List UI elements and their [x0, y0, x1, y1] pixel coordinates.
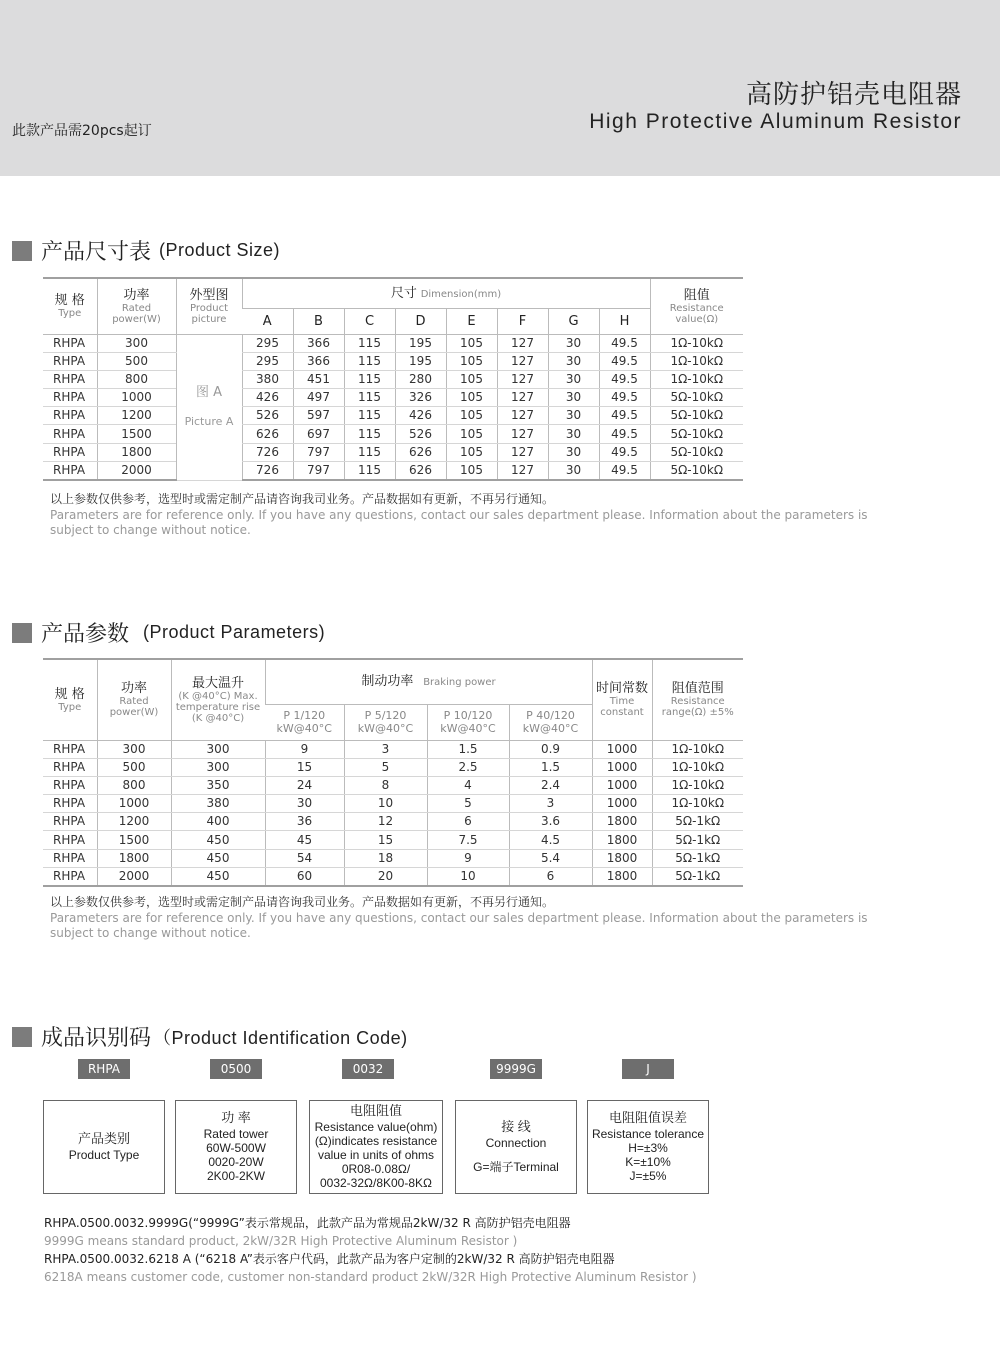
size-title-en: (Product Size) — [159, 240, 281, 260]
table-row — [43, 795, 743, 813]
dim-header: F — [497, 308, 548, 334]
code-tag: 0032 — [342, 1059, 394, 1079]
table-cell: 6 — [427, 813, 509, 831]
table-cell: 1200 — [97, 813, 171, 831]
table-cell: 30 — [548, 425, 599, 443]
table-cell: 366 — [293, 352, 344, 370]
table-row — [43, 370, 743, 388]
table-cell: 726 — [242, 461, 293, 480]
example-1-en: 9999G means standard product, 2kW/32R High Protective Aluminum Resistor ) — [44, 1234, 518, 1248]
table-cell: 350 — [171, 776, 265, 794]
table-cell: 3 — [509, 795, 592, 813]
table-cell: 49.5 — [599, 334, 650, 352]
table-cell: 300 — [97, 740, 171, 758]
table-row — [43, 776, 743, 794]
table-cell: 2.4 — [509, 776, 592, 794]
table-cell: 36 — [265, 813, 344, 831]
code-box-line: Product Type — [68, 1148, 140, 1162]
table-cell: 115 — [344, 461, 395, 480]
code-box-line: J=±5% — [629, 1169, 667, 1183]
table-cell: RHPA — [43, 407, 97, 425]
table-cell: 20 — [344, 867, 427, 886]
table-cell: 105 — [446, 352, 497, 370]
table-cell: 2.5 — [427, 758, 509, 776]
table-cell: 626 — [242, 425, 293, 443]
table-cell: 49.5 — [599, 461, 650, 480]
table-cell: 5Ω-10kΩ — [650, 425, 743, 443]
table-cell: 45 — [265, 831, 344, 849]
table-cell: 326 — [395, 389, 446, 407]
table-cell: 30 — [265, 795, 344, 813]
table-cell: 597 — [293, 407, 344, 425]
code-box-heading: 电阻阻值误差 — [608, 1110, 687, 1125]
code-box-heading: 产品类别 — [77, 1131, 130, 1146]
table-cell: 115 — [344, 443, 395, 461]
picture-label-en: Picture A — [184, 415, 234, 428]
table-cell: 526 — [242, 407, 293, 425]
table-cell: 30 — [548, 370, 599, 388]
table-cell: 5Ω-10kΩ — [650, 389, 743, 407]
picture-label-cn: 图 A — [195, 385, 223, 400]
table-row — [43, 389, 743, 407]
table-cell: 5Ω-10kΩ — [650, 443, 743, 461]
table-row — [43, 740, 743, 758]
table-cell: 450 — [171, 849, 265, 867]
section-square-icon — [12, 1027, 32, 1047]
col-resistance: 阻值 Resistance value(Ω) — [650, 278, 743, 334]
table-cell: 0.9 — [509, 740, 592, 758]
table-cell: 127 — [497, 461, 548, 480]
table-row — [43, 831, 743, 849]
table-cell: 295 — [242, 352, 293, 370]
table-cell: 127 — [497, 407, 548, 425]
table-cell: 1Ω-10kΩ — [652, 740, 743, 758]
table-cell: 295 — [242, 334, 293, 352]
table-cell: 300 — [97, 334, 176, 352]
table-cell: 526 — [395, 425, 446, 443]
table-row — [43, 813, 743, 831]
table-cell: 49.5 — [599, 407, 650, 425]
code-box-line: Rated tower — [203, 1127, 269, 1141]
table-cell: 115 — [344, 334, 395, 352]
table-cell: 4.5 — [509, 831, 592, 849]
braking-header: P 10/120 kW@40°C — [427, 704, 509, 740]
code-box-heading: 接 线 — [501, 1119, 531, 1134]
table-cell: 1800 — [592, 831, 652, 849]
code-tag: RHPA — [78, 1059, 130, 1079]
table-cell: 10 — [427, 867, 509, 886]
table-cell: 7.5 — [427, 831, 509, 849]
code-title-cn: 成品识别码 — [41, 1026, 152, 1051]
param-title-en: (Product Parameters) — [143, 622, 326, 642]
table-cell: 726 — [242, 443, 293, 461]
table-cell: 2000 — [97, 867, 171, 886]
table-cell: 127 — [497, 370, 548, 388]
table-cell: RHPA — [43, 352, 97, 370]
col-time-constant: 时间常数 Time constant — [592, 659, 652, 740]
table-cell: 127 — [497, 389, 548, 407]
param-title-cn: 产品参数 — [41, 622, 130, 647]
table-cell: RHPA — [43, 443, 97, 461]
table-cell: 1500 — [97, 425, 176, 443]
code-box-line: Resistance tolerance — [591, 1127, 705, 1141]
size-table — [43, 277, 743, 481]
table-cell: 1800 — [592, 813, 652, 831]
col-temp-rise: 最大温升 (K @40°C) Max. temperature rise (K @40°C) — [171, 659, 265, 740]
table-cell: RHPA — [43, 831, 97, 849]
table-cell: 500 — [97, 352, 176, 370]
table-cell: 15 — [265, 758, 344, 776]
table-cell: 105 — [446, 425, 497, 443]
example-2-en: 6218A means customer code, customer non-standard product 2kW/32R High Protective Aluminum Resistor ) — [44, 1270, 697, 1284]
col-resistance-range: 阻值范围 Resistance range(Ω) ±5% — [652, 659, 743, 740]
table-cell: 5 — [427, 795, 509, 813]
table-cell: 5Ω-1kΩ — [652, 849, 743, 867]
table-cell: RHPA — [43, 370, 97, 388]
param-table — [43, 658, 743, 887]
code-box-line: Connection — [485, 1136, 547, 1150]
table-cell: RHPA — [43, 795, 97, 813]
table-cell: 115 — [344, 352, 395, 370]
dim-header: B — [293, 308, 344, 334]
table-cell: 697 — [293, 425, 344, 443]
table-cell: 127 — [497, 352, 548, 370]
table-cell: 49.5 — [599, 370, 650, 388]
table-cell: 5Ω-10kΩ — [650, 461, 743, 480]
size-footnote: 以上参数仅供参考，选型时或需定制产品请咨询我司业务。产品数据如有更新，不再另行通知。 Parameters are for reference only. If you have any questions, contact our sales department please. Information about the parameters is subject to change without notice. — [50, 492, 868, 537]
table-cell: RHPA — [43, 740, 97, 758]
braking-header: P 1/120 kW@40°C — [265, 704, 344, 740]
table-cell: RHPA — [43, 813, 97, 831]
table-row — [43, 443, 743, 461]
table-row — [43, 334, 743, 352]
table-cell: 1800 — [97, 443, 176, 461]
table-cell: 450 — [171, 867, 265, 886]
size-section-title — [12, 235, 280, 266]
header-banner — [0, 0, 1000, 176]
table-cell: 800 — [97, 370, 176, 388]
table-cell: 5Ω-1kΩ — [652, 831, 743, 849]
picture-cell — [176, 334, 242, 480]
table-cell: 3.6 — [509, 813, 592, 831]
code-box-line: K=±10% — [625, 1155, 671, 1169]
table-cell: RHPA — [43, 425, 97, 443]
table-row — [43, 425, 743, 443]
code-title-en: （Product Identification Code) — [153, 1027, 408, 1048]
table-cell: 5Ω-1kΩ — [652, 813, 743, 831]
code-box-line: G=端子Terminal — [473, 1160, 559, 1174]
code-tag: 0500 — [210, 1059, 262, 1079]
table-cell: 2000 — [97, 461, 176, 480]
table-cell: 797 — [293, 443, 344, 461]
table-cell: 426 — [242, 389, 293, 407]
table-cell: 12 — [344, 813, 427, 831]
braking-header: P 5/120 kW@40°C — [344, 704, 427, 740]
table-cell: 366 — [293, 334, 344, 352]
code-box-line: 60W-500W — [206, 1141, 266, 1155]
table-cell: RHPA — [43, 758, 97, 776]
table-cell: 54 — [265, 849, 344, 867]
code-box-heading: 功 率 — [221, 1110, 251, 1125]
table-cell: 6 — [509, 867, 592, 886]
table-row — [43, 867, 743, 886]
table-cell: 115 — [344, 425, 395, 443]
table-cell: 1Ω-10kΩ — [652, 758, 743, 776]
table-cell: 1000 — [592, 740, 652, 758]
table-cell: 49.5 — [599, 389, 650, 407]
table-cell: 280 — [395, 370, 446, 388]
table-cell: 30 — [548, 389, 599, 407]
table-cell: 380 — [242, 370, 293, 388]
table-cell: 49.5 — [599, 443, 650, 461]
dim-header: D — [395, 308, 446, 334]
table-cell: 400 — [171, 813, 265, 831]
table-cell: 1000 — [97, 389, 176, 407]
table-cell: 127 — [497, 334, 548, 352]
table-cell: 30 — [548, 461, 599, 480]
table-cell: 115 — [344, 370, 395, 388]
title-cn: 高防护铝壳电阻器 — [745, 80, 962, 110]
col-power: 功率 Rated power(W) — [97, 659, 171, 740]
table-cell: 9 — [265, 740, 344, 758]
moq-note: 此款产品需20pcs起订 — [12, 123, 152, 139]
code-description-box — [43, 1100, 165, 1194]
table-cell: 60 — [265, 867, 344, 886]
table-cell: 30 — [548, 443, 599, 461]
table-cell: 626 — [395, 443, 446, 461]
table-cell: RHPA — [43, 334, 97, 352]
table-cell: 450 — [171, 831, 265, 849]
table-cell: RHPA — [43, 461, 97, 480]
code-box-line: 0020-20W — [208, 1155, 264, 1169]
table-cell: 1000 — [592, 776, 652, 794]
table-cell: 380 — [171, 795, 265, 813]
table-cell: 1500 — [97, 831, 171, 849]
table-cell: 4 — [427, 776, 509, 794]
col-power: 功率 Rated power(W) — [97, 278, 176, 334]
title-en: High Protective Aluminum Resistor — [589, 110, 962, 133]
table-cell: 1Ω-10kΩ — [650, 334, 743, 352]
param-section-title — [12, 617, 325, 648]
table-cell: 127 — [497, 443, 548, 461]
table-cell: 1800 — [592, 849, 652, 867]
table-cell: 300 — [171, 758, 265, 776]
table-cell: 105 — [446, 461, 497, 480]
dim-header: E — [446, 308, 497, 334]
table-cell: 1Ω-10kΩ — [650, 370, 743, 388]
col-picture: 外型图 Product picture — [176, 278, 242, 334]
code-box-line: Resistance value(ohm) — [314, 1120, 438, 1134]
table-cell: 49.5 — [599, 425, 650, 443]
table-cell: 1Ω-10kΩ — [652, 795, 743, 813]
param-footnote: 以上参数仅供参考，选型时或需定制产品请咨询我司业务。产品数据如有更新，不再另行通知。 Parameters are for reference only. If you have any questions, contact our sales department please. Information about the parameters is subject to change without notice. — [50, 895, 868, 940]
table-cell: 1.5 — [427, 740, 509, 758]
table-cell: 3 — [344, 740, 427, 758]
table-cell: 8 — [344, 776, 427, 794]
table-row — [43, 352, 743, 370]
col-dimension: 尺寸 Dimension(mm) — [242, 278, 650, 308]
code-description-box — [175, 1100, 297, 1194]
table-cell: 1200 — [97, 407, 176, 425]
code-description-box — [309, 1100, 443, 1194]
table-cell: 1.5 — [509, 758, 592, 776]
code-box-line: 0032-32Ω/8K00-8KΩ — [319, 1176, 432, 1190]
example-2-cn: RHPA.0500.0032.6218 A (“6218 A”表示客户代码，此款产品为客户定制的2kW/32 R 高防护铝壳电阻器 — [44, 1252, 615, 1266]
table-cell: 1Ω-10kΩ — [652, 776, 743, 794]
table-cell: 5Ω-1kΩ — [652, 867, 743, 886]
table-cell: 105 — [446, 407, 497, 425]
table-cell: 115 — [344, 407, 395, 425]
table-cell: 115 — [344, 389, 395, 407]
table-cell: 105 — [446, 334, 497, 352]
dim-header: C — [344, 308, 395, 334]
code-section-title — [12, 1021, 408, 1052]
size-title-cn: 产品尺寸表 — [41, 240, 152, 265]
code-description-box — [587, 1100, 709, 1194]
table-cell: 49.5 — [599, 352, 650, 370]
dim-header: H — [599, 308, 650, 334]
table-row — [43, 758, 743, 776]
code-box-line: value in units of ohms — [317, 1148, 435, 1162]
table-cell: 1800 — [592, 867, 652, 886]
table-cell: 10 — [344, 795, 427, 813]
table-cell: 1000 — [97, 795, 171, 813]
table-row — [43, 407, 743, 425]
table-cell: 30 — [548, 352, 599, 370]
braking-header: P 40/120 kW@40°C — [509, 704, 592, 740]
table-cell: 1800 — [97, 849, 171, 867]
table-cell: 500 — [97, 758, 171, 776]
table-row — [43, 849, 743, 867]
code-examples — [44, 1214, 697, 1286]
table-cell: 426 — [395, 407, 446, 425]
table-cell: RHPA — [43, 776, 97, 794]
code-tag: J — [622, 1059, 674, 1079]
code-box-line: (Ω)indicates resistance — [314, 1134, 438, 1148]
col-braking-power: 制动功率 Braking power — [265, 659, 592, 704]
table-cell: 127 — [497, 425, 548, 443]
table-cell: 30 — [548, 334, 599, 352]
example-1-cn: RHPA.0500.0032.9999G(“9999G”表示常规品，此款产品为常规品2kW/32 R 高防护铝壳电阻器 — [44, 1216, 571, 1230]
table-cell: 300 — [171, 740, 265, 758]
table-cell: 195 — [395, 352, 446, 370]
col-type: 规 格 Type — [43, 659, 97, 740]
table-cell: 15 — [344, 831, 427, 849]
table-cell: 195 — [395, 334, 446, 352]
code-tag: 9999G — [490, 1059, 542, 1079]
table-cell: 18 — [344, 849, 427, 867]
table-cell: RHPA — [43, 867, 97, 886]
code-box-line: 0R08-0.08Ω/ — [341, 1162, 411, 1176]
table-cell: 451 — [293, 370, 344, 388]
table-cell: 626 — [395, 461, 446, 480]
dim-header: G — [548, 308, 599, 334]
table-cell: 24 — [265, 776, 344, 794]
table-cell: RHPA — [43, 389, 97, 407]
table-cell: 5 — [344, 758, 427, 776]
table-cell: 105 — [446, 370, 497, 388]
table-cell: 797 — [293, 461, 344, 480]
code-box-line: H=±3% — [628, 1141, 668, 1155]
table-row — [43, 461, 743, 480]
code-box-line: 2K00-2KW — [206, 1169, 266, 1183]
table-cell: 5Ω-10kΩ — [650, 407, 743, 425]
table-cell: 105 — [446, 443, 497, 461]
table-cell: RHPA — [43, 849, 97, 867]
dim-header: A — [242, 308, 293, 334]
table-cell: 800 — [97, 776, 171, 794]
table-cell: 105 — [446, 389, 497, 407]
col-type: 规 格 Type — [43, 278, 97, 334]
table-cell: 9 — [427, 849, 509, 867]
section-square-icon — [12, 623, 32, 643]
code-description-box — [455, 1100, 577, 1194]
table-cell: 1000 — [592, 795, 652, 813]
section-square-icon — [12, 241, 32, 261]
table-cell: 30 — [548, 407, 599, 425]
table-cell: 1Ω-10kΩ — [650, 352, 743, 370]
table-cell: 5.4 — [509, 849, 592, 867]
table-cell: 1000 — [592, 758, 652, 776]
table-cell: 497 — [293, 389, 344, 407]
code-box-heading: 电阻阻值 — [349, 1103, 402, 1118]
